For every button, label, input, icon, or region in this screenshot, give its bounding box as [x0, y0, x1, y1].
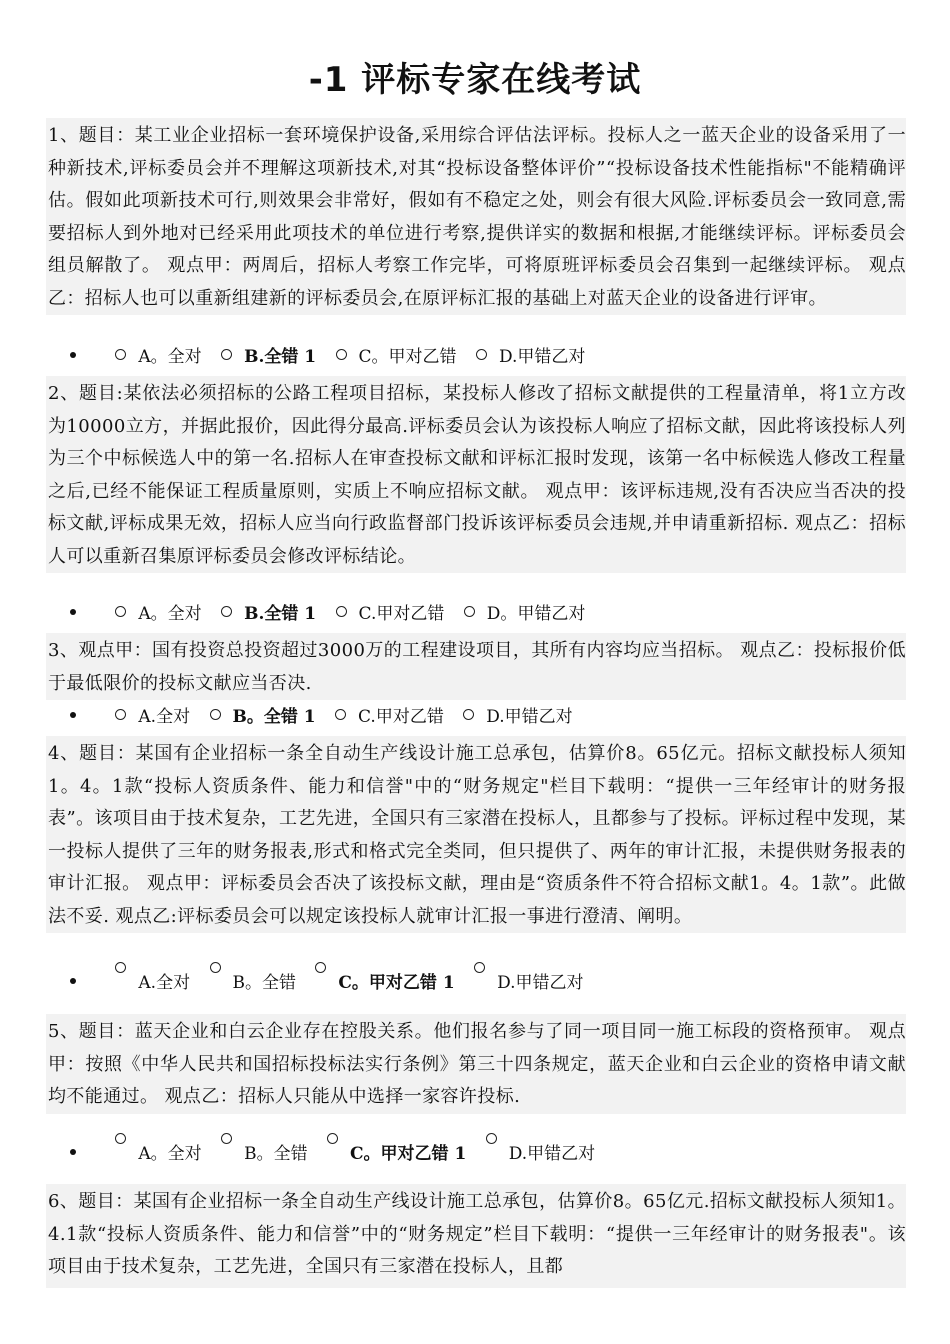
bullet-icon — [70, 352, 76, 358]
question-1-options — [70, 342, 593, 367]
question-4-options — [70, 968, 592, 993]
radio-option-c[interactable] — [336, 606, 347, 617]
question-2-text: 2、题目:某依法必须招标的公路工程项目招标，某投标人修改了招标文献提供的工程量清单，将1立方改为10000立方，并据此报价，因此得分最高.评标委员会认为该投标人响应了招标文献，因此将该投标人列为三个中标候选人中的第一名.招标人在审查投标文献和评标汇报时发现，该第一名中标候选人修改工程量之后,已经不能保证工程质量原则，实质上不响应招标文献。 观点甲：该评标违规,没有否决应当否决的投标文献,评标成果无效，招标人应当向行政监督部门投诉该评标委员会违规,并申请重新招标. 观点乙：招标人可以重新召集原评标委员会修改评标结论。 — [46, 376, 906, 573]
option-a-label: A.全对 — [138, 707, 191, 727]
radio-option-b[interactable] — [221, 349, 232, 360]
bullet-icon — [70, 978, 76, 984]
option-a-label: A。全对 — [138, 1144, 202, 1164]
radio-option-d[interactable] — [486, 1133, 497, 1144]
option-c-label: C.甲对乙错 — [358, 707, 444, 727]
question-2-options — [70, 599, 593, 624]
option-d-label: D.甲错乙对 — [486, 707, 573, 727]
option-c-label: C。甲对乙错 — [358, 347, 457, 367]
radio-option-c[interactable] — [327, 1133, 338, 1144]
radio-option-c[interactable] — [315, 962, 326, 973]
radio-option-a[interactable] — [115, 1133, 126, 1144]
option-b-label: B.全错 1 — [244, 347, 317, 367]
option-c-label: C。甲对乙错 1 — [350, 1144, 467, 1164]
option-d-label: D.甲错乙对 — [497, 973, 584, 993]
option-c-label: C.甲对乙错 — [358, 604, 445, 624]
question-1-text: 1、题目：某工业企业招标一套环境保护设备,采用综合评估法评标。投标人之一蓝天企业的设备采用了一种新技术,评标委员会并不理解这项新技术,对其“投标设备整体评价”“投标设备技术性能指标"不能精确评估。假如此项新技术可行,则效果会非常好，假如有不稳定之处，则会有很大风险.评标委员会一致同意,需要招标人到外地对已经采用此项技术的单位进行考察,提供详实的数据和根据,才能继续评标。评标委员会组员解散了。 观点甲：两周后，招标人考察工作完毕，可将原班评标委员会召集到一起继续评标。 观点乙：招标人也可以重新组建新的评标委员会,在原评标汇报的基础上对蓝天企业的设备进行评审。 — [46, 118, 906, 315]
radio-option-b[interactable] — [221, 606, 232, 617]
option-c-label: C。甲对乙错 1 — [338, 973, 455, 993]
radio-option-a[interactable] — [115, 709, 126, 720]
radio-option-d[interactable] — [464, 606, 475, 617]
option-d-label: D.甲错乙对 — [508, 1144, 596, 1164]
radio-option-a[interactable] — [115, 349, 126, 360]
option-b-label: B。全错 — [232, 973, 296, 993]
option-a-label: A。全对 — [138, 604, 202, 624]
page-title: -1 评标专家在线考试 — [308, 60, 642, 100]
option-b-label: B。全错 — [244, 1144, 308, 1164]
radio-option-c[interactable] — [335, 709, 346, 720]
radio-option-c[interactable] — [336, 349, 347, 360]
option-b-label: B。全错 1 — [232, 707, 316, 727]
bullet-icon — [70, 712, 76, 718]
option-a-label: A。全对 — [138, 347, 202, 367]
option-b-label: B.全错 1 — [244, 604, 317, 624]
bullet-icon — [70, 609, 76, 615]
option-d-label: D。甲错乙对 — [486, 604, 586, 624]
question-3-text: 3、观点甲：国有投资总投资超过3000万的工程建设项目，其所有内容均应当招标。 观点乙：投标报价低于最低限价的投标文献应当否决. — [46, 633, 906, 700]
radio-option-d[interactable] — [463, 709, 474, 720]
option-a-label: A.全对 — [138, 973, 191, 993]
radio-option-b[interactable] — [210, 962, 221, 973]
option-d-label: D.甲错乙对 — [498, 347, 586, 367]
radio-option-b[interactable] — [221, 1133, 232, 1144]
bullet-icon — [70, 1149, 76, 1155]
question-3-options — [70, 702, 581, 727]
question-5-options — [70, 1139, 603, 1164]
radio-option-a[interactable] — [115, 962, 126, 973]
radio-option-a[interactable] — [115, 606, 126, 617]
radio-option-d[interactable] — [474, 962, 485, 973]
radio-option-d[interactable] — [476, 349, 487, 360]
question-4-text: 4、题目：某国有企业招标一条全自动生产线设计施工总承包，估算价8。65亿元。招标文献投标人须知1。4。1款“投标人资质条件、能力和信誉"中的“财务规定"栏目下载明：“提供一三年经审计的财务报表”。该项目由于技术复杂，工艺先进，全国只有三家潜在投标人，且都参与了投标。评标过程中发现，某一投标人提供了三年的财务报表,形式和格式完全类同，但只提供了、两年的审计汇报，未提供财务报表的审计汇报。 观点甲：评标委员会否决了该投标文献，理由是“资质条件不符合招标文献1。4。1款”。此做法不妥. 观点乙:评标委员会可以规定该投标人就审计汇报一事进行澄清、阐明。 — [46, 736, 906, 933]
question-6-text: 6、题目：某国有企业招标一条全自动生产线设计施工总承包，估算价8。65亿元.招标文献投标人须知1。4.1款“投标人资质条件、能力和信誉”中的“财务规定”栏目下载明：“提供一三年经审计的财务报表"。该项目由于技术复杂，工艺先进，全国只有三家潜在投标人，且都 — [46, 1184, 906, 1288]
radio-option-b[interactable] — [210, 709, 221, 720]
question-5-text: 5、题目：蓝天企业和白云企业存在控股关系。他们报名参与了同一项目同一施工标段的资格预审。 观点甲：按照《中华人民共和国招标投标法实行条例》第三十四条规定，蓝天企业和白云企业的资格申请文献均不能通过。 观点乙：招标人只能从中选择一家容许投标. — [46, 1014, 906, 1114]
